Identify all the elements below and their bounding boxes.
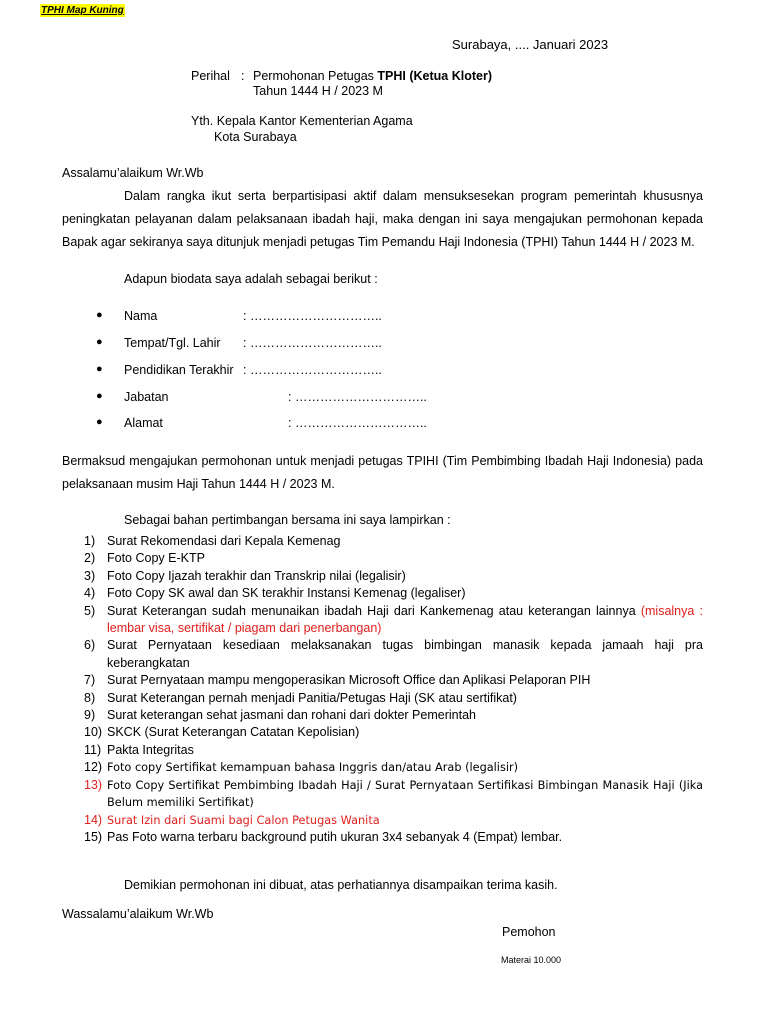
list-item [84,568,703,585]
list-item-text: Pakta Integritas [107,742,194,757]
list-item [84,777,703,812]
biodata-value-birth: : ………………………….. [243,336,382,350]
list-item-number: 10) [84,725,103,740]
biodata-value-education: : ………………………….. [243,363,382,377]
list-item-number: 11) [84,742,102,757]
list-item [84,672,703,689]
list-item-number: 14) [84,812,103,827]
list-item-number: 7) [84,673,96,688]
list-item [84,724,703,741]
bullet-icon: ● [96,416,103,428]
list-item-note: (misalnya : lembar visa, sertifikat / piagam dari penerbangan) [107,603,703,636]
list-item-text: SKCK (Surat Keterangan Catatan Kepolisian) [107,725,360,740]
bullet-icon: ● [96,363,103,375]
list-item-text: Surat Izin dari Suami bagi Calon Petugas Wanita [107,813,380,827]
biodata-label-address: Alamat [124,416,163,430]
list-item-number: 5) [84,603,96,618]
perihal-colon: : [241,69,245,83]
perihal-year: Tahun 1444 H / 2023 M [253,84,383,98]
biodata-label-education: Pendidikan Terakhir [124,363,234,377]
list-item-text: Foto Copy Ijazah terakhir dan Transkrip nilai (legalisir) [107,568,406,583]
perihal-subject [253,69,492,83]
list-item-number: 15) [84,829,103,844]
list-item-number: 8) [84,690,96,705]
signer-label: Pemohon [502,925,556,939]
list-item [84,550,703,567]
biodata-value-address: : ………………………….. [288,416,427,430]
list-item [84,690,703,707]
list-item-number: 2) [84,551,96,566]
place-date: Surabaya, .... Januari 2023 [452,37,609,52]
bullet-icon: ● [96,309,103,321]
list-item [84,533,703,550]
document-tag: TPHI Map Kuning [41,5,124,16]
list-item [84,759,703,776]
list-item [84,829,703,846]
farewell: Wassalamu’alaikum Wr.Wb [62,907,214,921]
recipient-line-1: Yth. Kepala Kantor Kementerian Agama [191,114,413,128]
list-item-text: Surat Keterangan sudah menunaikan ibadah Haji dari Kankemenag atau keterangan lainnya [107,603,641,618]
list-item-text: Surat Keterangan pernah menjadi Panitia/Petugas Haji (SK atau sertifikat) [107,690,517,705]
bullet-icon: ● [96,336,103,348]
greeting: Assalamu’alaikum Wr.Wb [62,166,204,180]
attachments-list [84,533,703,846]
biodata-value-name: : ………………………….. [243,309,382,323]
list-item [84,603,703,638]
list-item-number: 4) [84,586,96,601]
closing-statement: Demikian permohonan ini dibuat, atas perhatiannya disampaikan terima kasih. [124,878,558,892]
biodata-label-name: Nama [124,309,158,323]
perihal-label: Perihal [191,69,230,83]
list-item-text: Foto copy Sertifikat kemampuan bahasa Inggris dan/atau Arab (legalisir) [107,761,519,775]
biodata-label-birth: Tempat/Tgl. Lahir [124,336,221,350]
list-item-number: 6) [84,638,96,653]
biodata-intro: Adapun biodata saya adalah sebagai berikut : [124,272,378,286]
list-item-text: Surat Pernyataan kesediaan melaksanakan tugas bimbingan manasik kepada jamaah haji pra keberangkatan [107,638,703,670]
list-item-text: Surat keterangan sehat jasmani dan rohani dari dokter Pemerintah [107,708,476,723]
list-item-text: Foto Copy Sertifikat Pembimbing Ibadah Haji / Surat Pernyataan Sertifikasi Bimbingan Manasik Haji (Jika Belum memiliki Sertifikat) [107,778,703,810]
recipient-line-2: Kota Surabaya [214,130,297,144]
paragraph-purpose: Bermaksud mengajukan permohonan untuk menjadi petugas TPIHI (Tim Pembimbing Ibadah Haji Indonesia) pada pelaksanaan musim Haji Tahun 1444 H / 2023 M. [62,454,703,491]
list-item [84,707,703,724]
biodata-label-position: Jabatan [124,390,169,404]
list-item-text: Foto Copy SK awal dan SK terakhir Instansi Kemenag (legaliser) [107,586,466,601]
biodata-value-position: : ………………………….. [288,390,427,404]
list-item [84,637,703,672]
list-item [84,585,703,602]
perihal-subject-bold: TPHI (Ketua Kloter) [377,69,492,83]
list-item-text: Surat Rekomendasi dari Kepala Kemenag [107,534,341,548]
list-item-text: Foto Copy E-KTP [107,551,205,566]
list-item-text: Surat Pernyataan mampu mengoperasikan Microsoft Office dan Aplikasi Pelaporan PIH [107,673,591,688]
perihal-subject-plain: Permohonan Petugas [253,69,378,83]
paragraph-intro: Dalam rangka ikut serta berpartisipasi aktif dalam mensuksesekan program pemerintah khususnya peningkatan pelayanan dalam pelaksanaan ibadah haji, maka dengan ini saya mengajukan permohonan kepada Bapak agar sekiranya saya ditunjuk menjadi petugas Tim Pemandu Haji Indonesia (TPHI) Tahun 1444 H / 2023 M. [62,189,703,249]
list-item [84,742,703,759]
list-item [84,812,703,829]
list-item-text: Pas Foto warna terbaru background putih ukuran 3x4 sebanyak 4 (Empat) lembar. [107,829,563,844]
stamp-label: Materai 10.000 [501,955,562,965]
list-item-number: 9) [84,708,96,723]
list-item-number: 3) [84,568,96,583]
list-item-number: 12) [84,760,103,775]
bullet-icon: ● [96,390,103,402]
attachments-intro: Sebagai bahan pertimbangan bersama ini saya lampirkan : [124,513,451,527]
list-item-number: 13) [84,777,103,792]
list-item-number: 1) [84,534,96,548]
